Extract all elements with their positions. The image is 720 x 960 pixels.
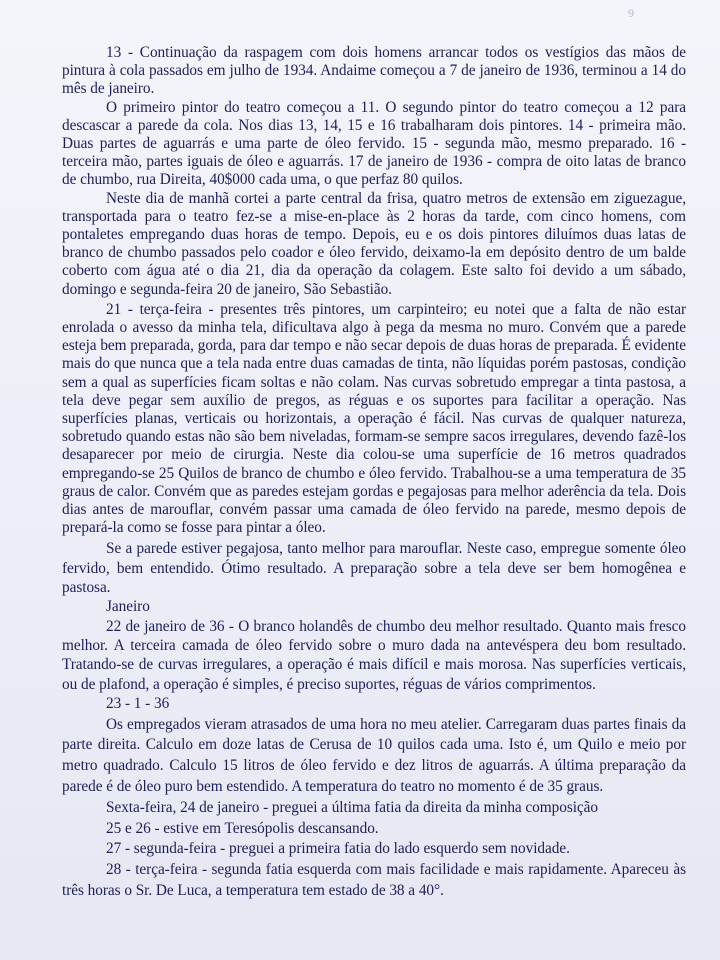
entry-28-tuesday: 28 - terça-feira - segunda fatia esquerda com mais facilidade e mais rapidamente. Apareceu às três horas o Sr. De Luca, a temperatura tem estado de 38 a 40°. [62,861,686,900]
paragraph-22-january: 22 de janeiro de 36 - O branco holandês de chumbo deu melhor resultado. Quanto mais fresco melhor. A terceira camada de óleo fervido sobre o muro dada na antevéspera deu bom resultado. Tratando-se de curvas irregulares, a operação é mais difícil e mais morosa. Nas superfícies verticais, ou de plafond, a operação é simples, é preciso suportes, réguas de vários comprimentos. [62,617,686,693]
page-number: 9 [628,6,634,20]
paragraph-frieze-cut: Neste dia de manhã cortei a parte central da frisa, quatro metros de extensão em ziguezague, transportada para o teatro fez-se a mise-en-place às 2 horas da tarde, com cinco homens, com pontaletes empregando duas horas de tempo. Depois, eu e os dois pintores diluímos duas latas de branco de chumbo passados pelo coador e óleo fervido, deixamo-la em depósito dentro de um balde coberto com água até o dia 21, dia da operação da colagem. Este salto foi devido a um sábado, domingo e segunda-feira 20 de janeiro, São Sebastião. [62,189,686,298]
paragraph-21-tuesday: 21 - terça-feira - presentes três pintores, um carpinteiro; eu notei que a falta de não estar enrolada o avesso da minha tela, dificultava algo à pega da mesma no muro. Convém que a parede esteja bem preparada, gorda, para dar tempo e não secar depois de duas horas de preparada. É evidente mais do que nunca que a tela nada entre duas camadas de tinta, não líquidas porém pastosas, condição sem a qual as superfícies ficam soltas e não colam. Nas curvas sobretudo empregar a tinta pastosa, a tela deve pegar sem auxílio de pregos, as réguas e os suportes para facilitar a operação. Nas superfícies planas, verticais ou horizontais, a operação é fácil. Nas curvas de qualquer natureza, sobretudo quando estas não são bem niveladas, formam-se sempre sacos irregulares, devendo fazê-los desaparecer por meio de cirurgia. Neste dia colou-se uma superfície de 16 metros quadrados empregando-se 25 Quilos de branco de chumbo e óleo fervido. Trabalhou-se a uma temperatura de 35 graus de calor. Convém que as paredes estejam gordas e pegajosas para melhor aderência da tela. Dois dias antes de marouflar, convém passar uma camada de óleo fervido na parede, mesmo depois de prepará-la como se fosse para pintar a óleo. [62,300,686,537]
entry-27-monday: 27 - segunda-feira - preguei a primeira fatia do lado esquerdo sem novidade. [106,840,570,858]
paragraph-employees-late: Os empregados vieram atrasados de uma hora no meu atelier. Carregaram duas partes finais da parte direita. Calculo em doze latas de Cerusa de 10 quilos cada uma. Isto é, um Quilo e meio por metro quadrado. Calculo 15 litros de óleo fervido e dez litros de aguarrás. A última preparação da parede é de óleo puro bem estendido. A temperatura do teatro no momento é de 35 graus. [62,715,686,796]
paragraph-first-painter: O primeiro pintor do teatro começou a 11. O segundo pintor do teatro começou a 12 para descascar a parede da cola. Nos dias 13, 14, 15 e 16 trabalharam dois pintores. 14 - primeira mão. Duas partes de aguarrás e uma parte de óleo fervido. 15 - segunda mão, mesmo preparado. 16 - terceira mão, partes iguais de óleo e aguarrás. 17 de janeiro de 1936 - compra de oito latas de branco de chumbo, rua Direita, 40$000 cada uma, o que perfaz 80 quilos. [62,98,686,189]
heading-23-1-36: 23 - 1 - 36 [106,694,170,712]
paragraph-sticky-wall: Se a parede estiver pegajosa, tanto melhor para marouflar. Neste caso, empregue somente óleo fervido, bem entendido. Ótimo resultado. A preparação sobre a tela deve ser bem homogênea e pastosa. [62,540,686,597]
heading-janeiro: Janeiro [106,598,150,616]
body-text [62,44,686,902]
entry-24-january: Sexta-feira, 24 de janeiro - preguei a última fatia da direita da minha composição [106,798,598,816]
paragraph-13-january: 13 - Continuação da raspagem com dois homens arrancar todos os vestígios das mãos de pintura à cola passados em julho de 1934. Andaime começou a 7 de janeiro de 1936, terminou a 14 do mês de janeiro. [62,44,686,98]
entry-25-26: 25 e 26 - estive em Teresópolis descansando. [106,819,379,837]
